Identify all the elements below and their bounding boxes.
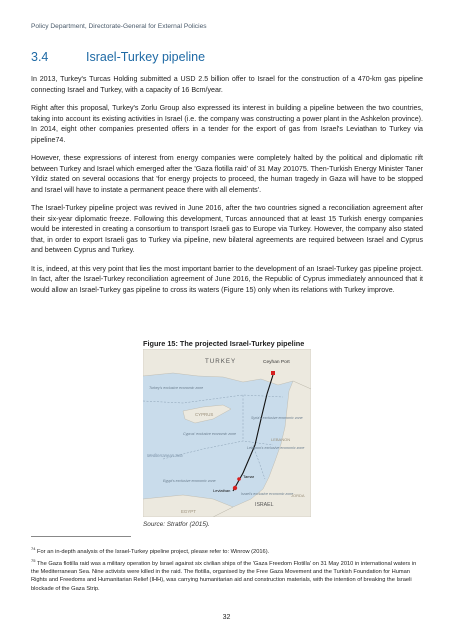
footnote-divider xyxy=(31,536,131,537)
running-header: Policy Department, Directorate-General for External Policies xyxy=(31,23,207,30)
footnote-75 xyxy=(31,557,423,593)
footnote-text: The Gaza flotilla raid was a military operation by Israel against six civilian ships of the 'Gaza Freedom Flotilla' on 31 May 2010 in international waters in the Mediterranean Sea. Nine activists were killed in the raid. The flotilla, organised by the Free Gaza Movement and the Turkish Foundation for Human Rights and Freedoms and Humanitarian Relief (IHH), was carrying humanitarian aid and construction materials, with the intention of breaking the Israeli blockade of the Gaza Strip. xyxy=(31,560,417,592)
label-egypt: EGYPT xyxy=(181,509,196,514)
section-heading xyxy=(31,50,205,64)
label-leviathan: Leviathan xyxy=(213,488,231,493)
footnote-74 xyxy=(31,545,423,556)
paragraph-3: However, these expressions of interest from energy companies were completely halted by the political and diplomatic rift between Turkey and Israel which emerged after the 'Gaza flotilla raid' of 31 May 201075. Then-Turkish Energy Minister Taner Yildiz stated on several occasions that 'for energy projects to proceed, the human tragedy in Gaza will have to be stopped and Israel will have to instate a permanent peace there with all elements'. xyxy=(31,154,423,194)
leviathan-field xyxy=(233,486,237,490)
pipeline-map xyxy=(143,349,311,517)
paragraph-5: It is, indeed, at this very point that lies the most important barrier to the development of an Israel-Turkey gas pipeline project. In fact, after the Israel-Turkey reconciliation agreement of June 2016, the Republic of Cyprus immediately announced that it would allow an Israel-Turkey gas pipeline to cross its waters (Figure 15) only when its relations with Turkey improve. xyxy=(31,264,423,294)
label-lebanon: LEBANON xyxy=(271,437,291,442)
label-turkey: TURKEY xyxy=(205,358,237,365)
footnote-mark: 74 xyxy=(31,546,36,551)
label-tamar: Tamar xyxy=(243,474,255,479)
ceyhan-marker xyxy=(271,371,275,375)
label-egypt-eez: Egypt's exclusive economic zone xyxy=(163,479,216,483)
label-lebanon-eez: Lebanon's exclusive economic zone xyxy=(247,446,305,450)
section-number: 3.4 xyxy=(31,50,49,64)
label-jordan: JORDA xyxy=(291,493,305,498)
figure-caption: Figure 15: The projected Israel-Turkey pipeline xyxy=(143,339,305,348)
footnotes xyxy=(31,545,423,594)
footnote-mark: 75 xyxy=(31,558,36,564)
label-cyprus: CYPRUS xyxy=(195,412,214,417)
paragraph-4: The Israel-Turkey pipeline project was revived in June 2016, after the two countries signed a reconciliation agreement after their six-year diplomatic freeze. Following this development, Turcas announced that at least 15 Turkish energy companies would be interested in creating a consortium to transport Israeli gas to Europe via Turkey. However, the company also stated that, in order to export Israeli gas to Turkey via pipeline, new bilateral agreements are required between Israel and Cyprus and between Cyprus and Turkey. xyxy=(31,204,423,254)
section-title: Israel-Turkey pipeline xyxy=(86,50,206,64)
label-cyprus-eez: Cyprus' exclusive economic zone xyxy=(183,432,237,436)
page-number: 32 xyxy=(222,614,231,621)
paragraph-2: Right after this proposal, Turkey's Zorlu Group also expressed its interest in building a pipeline between the two countries, taking into account its existing activities in Israel (i.e. the company was constructing a power plant in the Ashkelon province). In 2014, eight other companies presented offers in a tender for the export of gas from Israel's Leviathan to Turkey via pipeline74. xyxy=(31,104,423,144)
tamar-field xyxy=(237,477,241,481)
label-syria-eez: Syria's exclusive economic zone xyxy=(251,416,303,420)
label-israel: ISRAEL xyxy=(255,502,274,508)
label-med: Mediterranean Sea xyxy=(147,453,183,458)
paragraph-1: In 2013, Turkey's Turcas Holding submitted a USD 2.5 billion offer to Israel for the construction of a 470-km gas pipeline connecting Israel and Turkey, with a capacity of 16 Bcm/year. xyxy=(31,75,423,94)
figure-source: Source: Stratfor (2015). xyxy=(143,521,210,528)
label-turkey-eez: Turkey's exclusive economic zone xyxy=(149,386,204,390)
label-israel-eez: Israel's exclusive economic zone xyxy=(241,492,294,496)
body-text xyxy=(31,74,423,303)
footnote-text: For an in-depth analysis of the Israel-Turkey pipeline project, please refer to: Winrow (2016). xyxy=(37,548,270,555)
label-ceyhan: Ceyhan Port xyxy=(263,360,290,365)
